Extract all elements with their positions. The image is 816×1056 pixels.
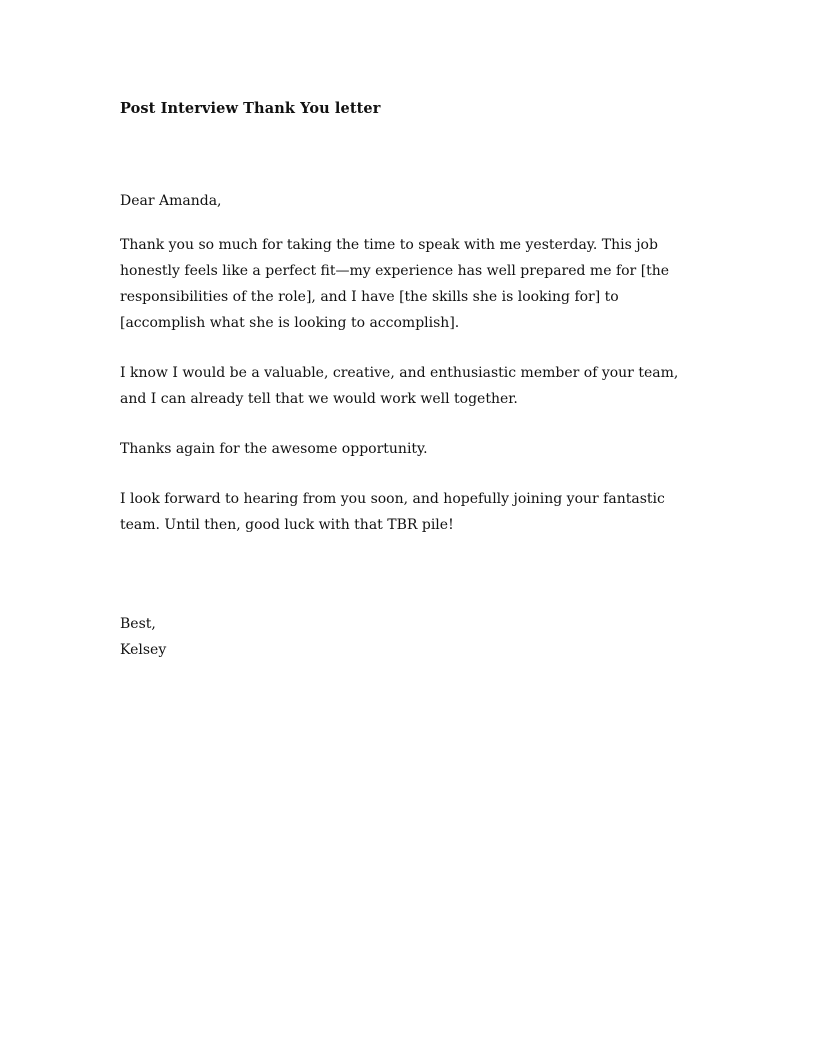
paragraph-line: [accomplish what she is looking to accomplish].	[120, 315, 460, 331]
paragraph-1	[120, 232, 700, 336]
paragraph-line: Thank you so much for taking the time to speak with me yesterday. This job	[120, 237, 658, 253]
paragraph-line: and I can already tell that we would work well together.	[120, 391, 518, 407]
paragraph-2	[120, 360, 700, 412]
paragraph-line: honestly feels like a perfect fit—my experience has well prepared me for [the	[120, 263, 670, 279]
paragraph-line: I look forward to hearing from you soon, and hopefully joining your fantastic	[120, 491, 665, 507]
paragraph-3	[120, 436, 700, 462]
document-title: Post Interview Thank You letter	[120, 100, 381, 117]
letter-body	[120, 188, 700, 562]
paragraph-line: I know I would be a valuable, creative, and enthusiastic member of your team,	[120, 365, 679, 381]
paragraph-line: Thanks again for the awesome opportunity.	[120, 441, 428, 457]
paragraph-line: responsibilities of the role], and I have [the skills she is looking for] to	[120, 289, 619, 305]
signature: Kelsey	[120, 642, 167, 658]
salutation: Dear Amanda,	[120, 193, 222, 209]
paragraph-line: team. Until then, good luck with that TBR pile!	[120, 517, 454, 533]
paragraph-4	[120, 486, 700, 538]
closing-phrase: Best,	[120, 616, 156, 632]
closing-block	[120, 611, 166, 663]
